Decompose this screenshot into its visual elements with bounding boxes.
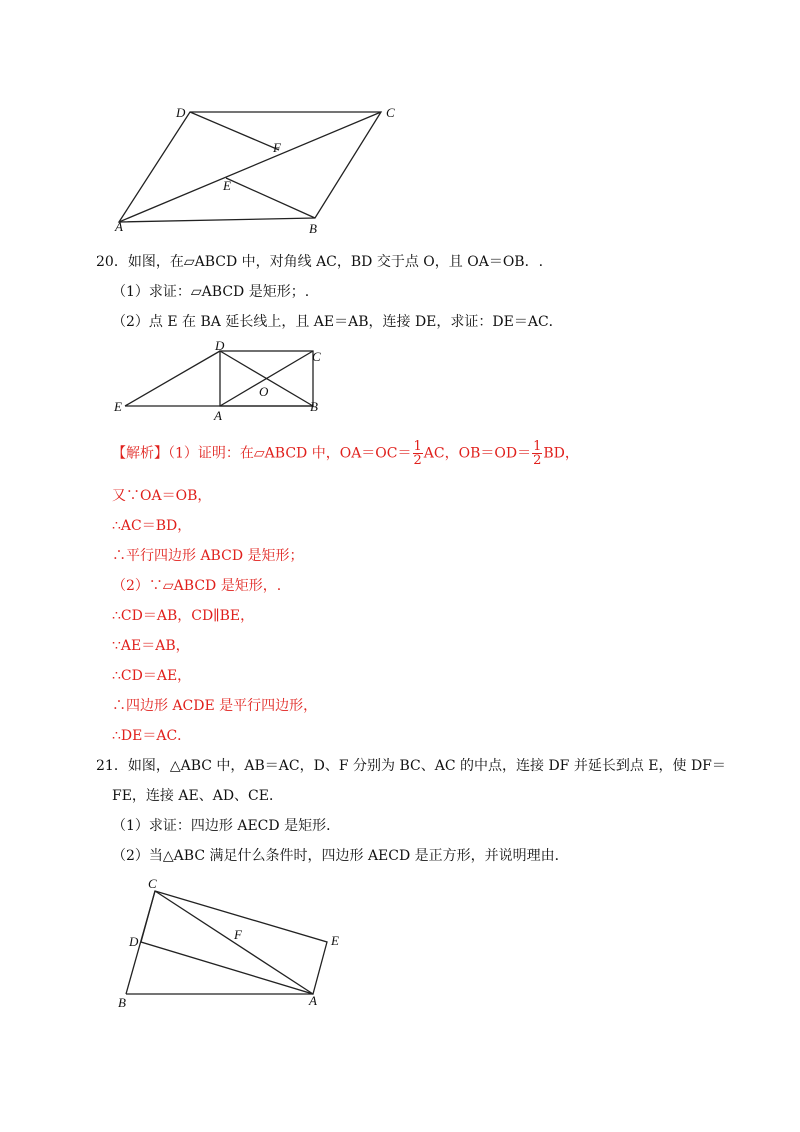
solution-line-1-b: AC，OB＝OD＝: [423, 445, 532, 462]
label-C: C: [312, 349, 321, 364]
solution-step: （2）∵▱ABCD 是矩形，.: [112, 578, 282, 594]
label-E: E: [114, 399, 122, 414]
label-D: D: [129, 934, 139, 949]
label-B: B: [310, 399, 318, 414]
solution-step: ∴CD＝AE，: [112, 668, 192, 684]
label-A: A: [309, 993, 317, 1008]
fraction-denominator: 2: [533, 453, 542, 468]
label-C: C: [386, 105, 395, 120]
label-A: A: [115, 219, 123, 234]
fraction-numerator: 1: [533, 439, 542, 454]
q21-part1: （1）求证：四边形 AECD 是矩形．: [112, 818, 341, 834]
label-E: E: [331, 933, 339, 948]
q20-part2: （2）点 E 在 BA 延长线上，且 AE＝AB，连接 DE，求证：DE＝AC．: [112, 314, 563, 330]
q21-stem-2: FE，连接 AE、AD、CE．: [112, 788, 283, 804]
label-D: D: [215, 338, 225, 353]
solution-step: ∴DE＝AC．: [112, 728, 192, 744]
label-B: B: [118, 995, 126, 1010]
label-D: D: [176, 105, 186, 120]
label-F: F: [234, 927, 242, 942]
solution-step: ∴平行四边形 ABCD 是矩形；: [112, 548, 304, 564]
solution-line-1-a: （1）证明：在▱ABCD 中，OA＝OC＝: [168, 445, 412, 462]
fraction-denominator: 2: [413, 453, 422, 468]
fraction-numerator: 1: [413, 439, 422, 454]
solution-step: ∴AC＝BD，: [112, 518, 192, 534]
q21-stem-1: 21．如图，△ABC 中，AB＝AC，D、F 分别为 BC、AC 的中点，连接 DF 并延长到点 E，使 DF＝: [96, 758, 726, 774]
solution-step: 又∵OA＝OB，: [112, 488, 212, 504]
solution-step: ∴CD＝AB，CD∥BE，: [112, 608, 255, 624]
solution-tag: 【解析】: [112, 445, 168, 462]
solution-step: ∴四边形 ACDE 是平行四边形，: [112, 698, 318, 714]
q20-part1: （1）求证：▱ABCD 是矩形；.: [112, 284, 310, 300]
q21-part2: （2）当△ABC 满足什么条件时，四边形 AECD 是正方形，并说明理由．: [112, 848, 569, 864]
label-E: E: [223, 178, 231, 193]
label-B: B: [309, 221, 317, 236]
q20-stem: 20．如图，在▱ABCD 中，对角线 AC，BD 交于点 O，且 OA＝OB．.: [96, 254, 544, 270]
label-A: A: [214, 408, 222, 423]
solution-step: ∵AE＝AB，: [112, 638, 190, 654]
label-F: F: [273, 140, 281, 155]
label-O: O: [259, 384, 269, 399]
label-C: C: [148, 876, 157, 891]
solution-line-1-c: BD，: [543, 445, 579, 462]
